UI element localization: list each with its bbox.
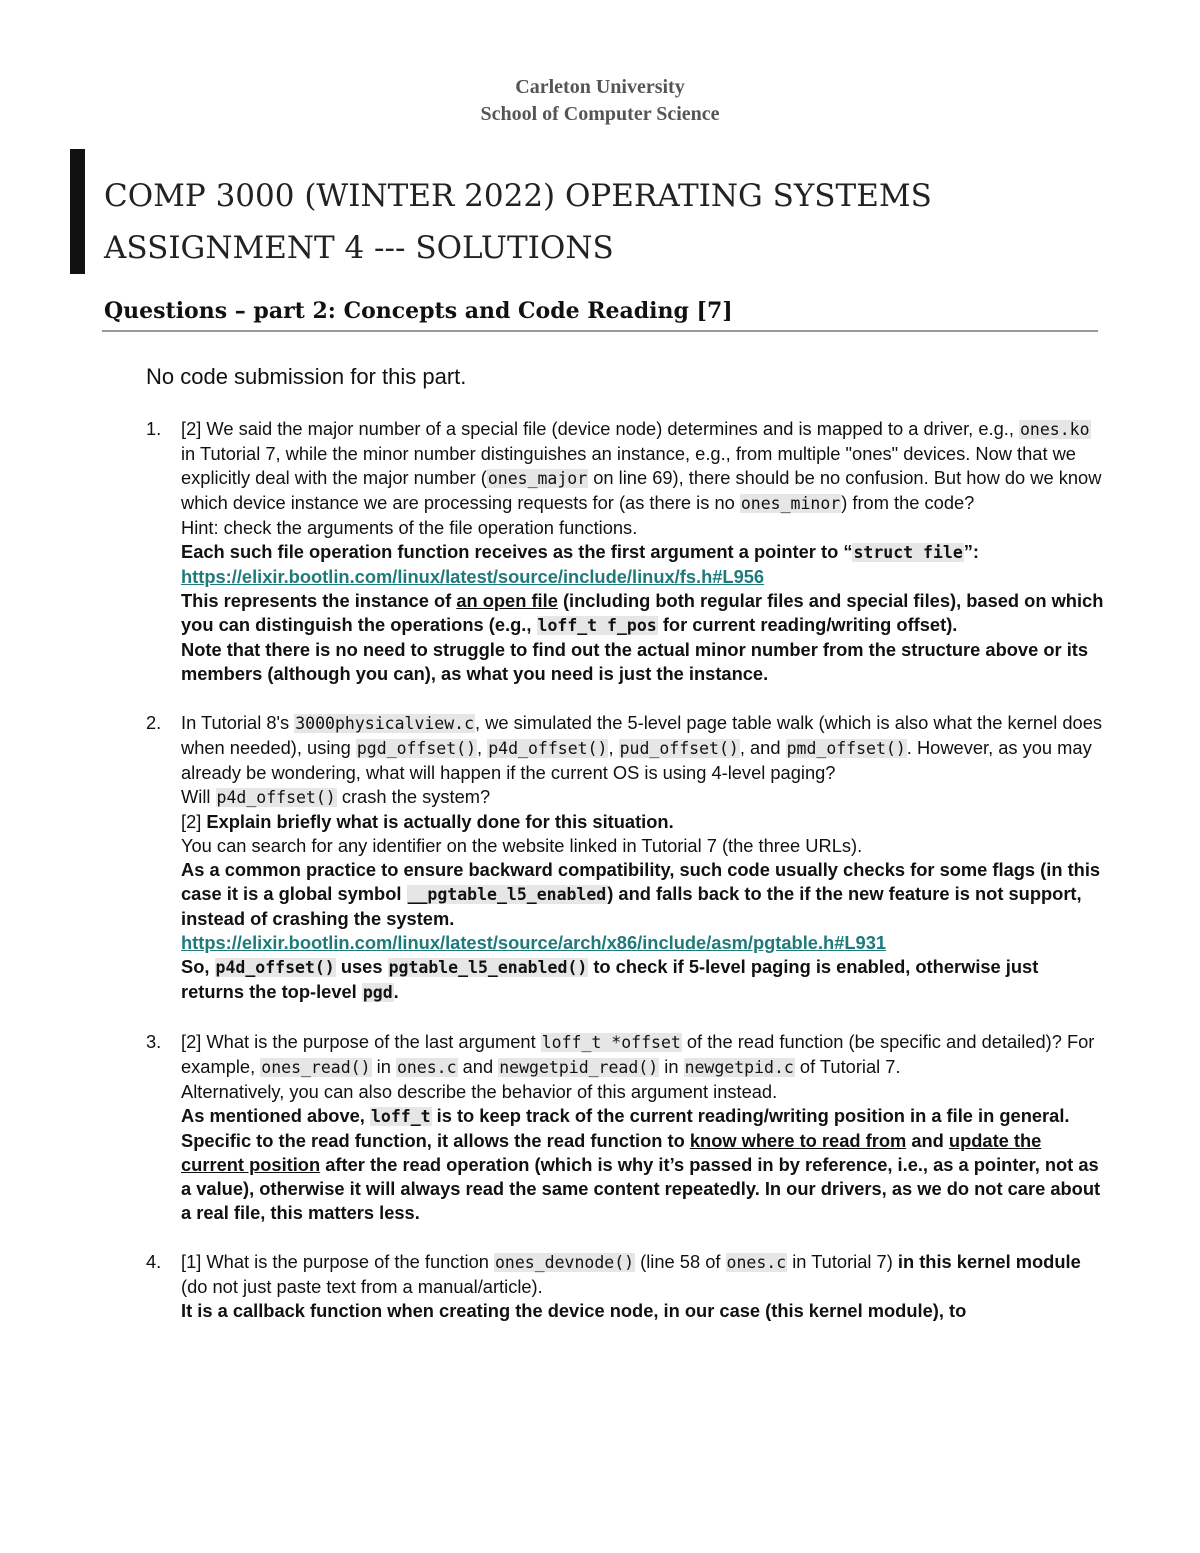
- question-text: [1] What is the purpose of the function ones_devnode() (line 58 of ones.c in Tutorial 7) in this kernel module (do not just paste text from a manual/article).: [181, 1251, 1081, 1297]
- question-text: In Tutorial 8's 3000physicalview.c, we simulated the 5-level page table walk (which is also what the kernel does when needed), using pgd_offset(), p4d_offset(), pud_offset(), and pmd_offset(). However, as you may already be wondering, what will happen if the current OS is using 4-level paging?: [181, 712, 1103, 783]
- question-text: [2] Explain briefly what is actually done for this situation.: [181, 811, 674, 832]
- title-line-1: COMP 3000 (WINTER 2022) OPERATING SYSTEMS: [104, 178, 932, 214]
- code-ones-minor: ones_minor: [740, 494, 841, 513]
- question-number: 1.: [146, 418, 162, 439]
- code-f-pos: loff_t f_pos: [537, 616, 657, 635]
- question-4: [146, 1250, 1106, 1323]
- section-note: No code submission for this part.: [146, 364, 467, 389]
- school-name: School of Computer Science: [480, 103, 720, 125]
- question-number: 3.: [146, 1031, 162, 1052]
- university-name: Carleton University: [515, 76, 685, 98]
- answer-text: Each such file operation function receives as the first argument a pointer to “struct file”:: [181, 541, 979, 562]
- question-number: 4.: [146, 1251, 162, 1272]
- answer-text: As a common practice to ensure backward compatibility, such code usually checks for some flags (in this case it is a global symbol __pgtable_l5_enabled) and falls back to the if the new feature is not support, instead of crashing the system.: [181, 859, 1101, 929]
- document-title: [104, 170, 1154, 274]
- question-number: 2.: [146, 712, 162, 733]
- answer-text: It is a callback function when creating the device node, in our case (this kernel module), to: [181, 1300, 967, 1321]
- code-physicalview: 3000physicalview.c: [295, 714, 475, 733]
- question-list: [146, 417, 1106, 1323]
- heading-rule: [102, 330, 1098, 332]
- question-3: [146, 1030, 1106, 1225]
- header: [0, 74, 1200, 128]
- search-hint: You can search for any identifier on the website linked in Tutorial 7 (the three URLs).: [181, 835, 863, 856]
- answer-text: As mentioned above, loff_t is to keep track of the current reading/writing position in a file in general. Specific to the read function, it allows the read function to know where to read from and update the current position after the read operation (which is why it’s passed in by reference, i.e., as a pointer, not as a value), otherwise it will always read the same content repeatedly. In our drivers, as we do not care about a real file, this matters less.: [181, 1105, 1101, 1223]
- answer-text: This represents the instance of an open file (including both regular files and special files), based on which you can distinguish the operations (e.g., loff_t f_pos for current reading/writing offset).: [181, 590, 1104, 635]
- title-accent-bar: [70, 149, 85, 274]
- answer-text: So, p4d_offset() uses pgtable_l5_enabled() to check if 5-level paging is enabled, otherwise just returns the top-level pgd.: [181, 956, 1039, 1002]
- question-text: Alternatively, you can also describe the behavior of this argument instead.: [181, 1081, 778, 1102]
- section-heading: Questions – part 2: Concepts and Code Reading [7]: [104, 298, 733, 324]
- question-text: [2] What is the purpose of the last argument loff_t *offset of the read function (be specific and detailed)? For example, ones_read() in ones.c and newgetpid_read() in newgetpid.c of Tutorial 7.: [181, 1031, 1095, 1077]
- question-1: [146, 417, 1106, 686]
- question-2: [146, 711, 1106, 1005]
- code-ones-major: ones_major: [487, 469, 588, 488]
- fs-h-link[interactable]: https://elixir.bootlin.com/linux/latest/source/include/linux/fs.h#L956: [181, 566, 765, 587]
- question-text: [2] We said the major number of a special file (device node) determines and is mapped to a driver, e.g., ones.ko in Tutorial 7, while the minor number distinguishes an instance, e.g., from multiple "ones" devices. Now that we explicitly deal with the major number (ones_major on line 69), there should be no confusion. But how do we know which device instance we are processing requests for (as there is no ones_minor) from the code?: [181, 418, 1102, 513]
- hint-text: Hint: check the arguments of the file operation functions.: [181, 517, 638, 538]
- answer-note: Note that there is no need to struggle to find out the actual minor number from the structure above or its members (although you can), as what you need is just the instance.: [181, 639, 1089, 684]
- code-struct-file: struct file: [853, 543, 963, 562]
- title-line-2: ASSIGNMENT 4 --- SOLUTIONS: [104, 230, 614, 266]
- code-ones-ko: ones.ko: [1020, 420, 1090, 439]
- question-text: Will p4d_offset() crash the system?: [181, 786, 491, 807]
- pgtable-h-link[interactable]: https://elixir.bootlin.com/linux/latest/source/arch/x86/include/asm/pgtable.h#L931: [181, 932, 887, 953]
